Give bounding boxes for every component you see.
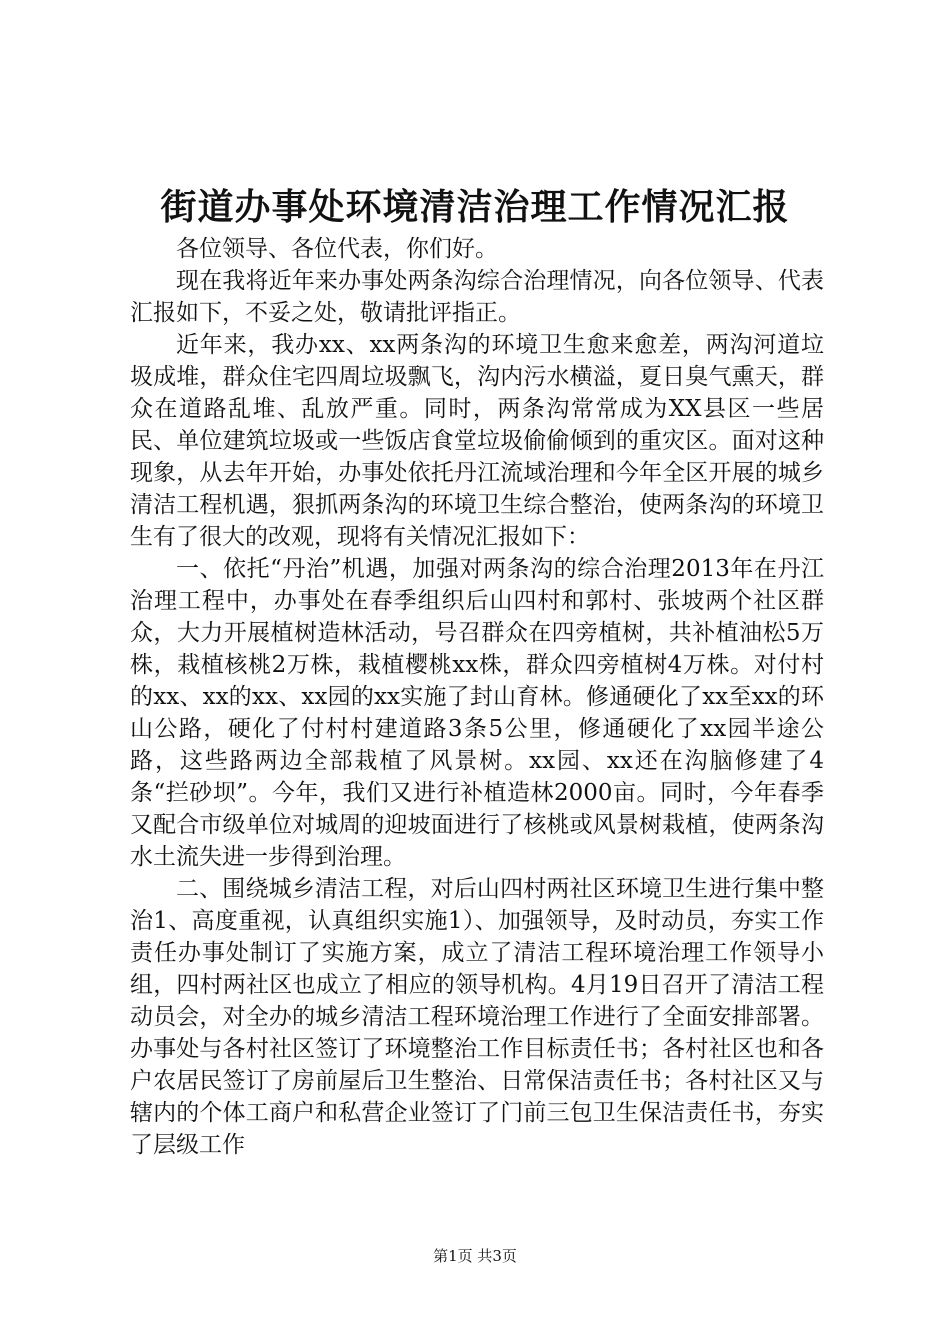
document-title: 街道办事处环境清洁治理工作情况汇报 [160,186,790,228]
paragraph-section-one: 一、依托“丹治”机遇，加强对两条沟的综合治理2013年在丹江治理工程中，办事处在春季组织后山四村和郭村、张坡两个社区群众，大力开展植树造林活动，号召群众在四旁植树，共补植油松5万株，栽植核桃2万株，栽植樱桃xx株，群众四旁植树4万株。对付村的xx、xx的xx、xx园的xx实施了封山育林。修通硬化了xx至xx的环山公路，硬化了付村村建道路3条5公里，修通硬化了xx园半途公路，这些路两边全部栽植了风景树。xx园、xx还在沟脑修建了4条“拦砂坝”。今年，我们又进行补植造林2000亩。同时，今年春季又配合市级单位对城周的迎坡面进行了核桃或风景树栽植，使两条沟水土流失进一步得到治理。 [130,556,824,870]
paragraph-intro: 现在我将近年来办事处两条沟综合治理情况，向各位领导、代表汇报如下，不妥之处，敬请批评指正。 [130,268,824,326]
document-body [130,233,824,1161]
paragraph-greeting: 各位领导、各位代表，你们好。 [176,236,498,262]
paragraph-background: 近年来，我办xx、xx两条沟的环境卫生愈来愈差，两沟河道垃圾成堆，群众住宅四周垃圾飘飞，沟内污水横溢，夏日臭气熏天，群众在道路乱堆、乱放严重。同时，两条沟常常成为XX县区一些居民、单位建筑垃圾或一些饭店食堂垃圾偷偷倾到的重灾区。面对这种现象，从去年开始，办事处依托丹江流域治理和今年全区开展的城乡清洁工程机遇，狠抓两条沟的环境卫生综合整治，使两条沟的环境卫生有了很大的改观，现将有关情况汇报如下： [130,332,824,550]
paragraph-section-two: 二、围绕城乡清洁工程，对后山四村两社区环境卫生进行集中整治1、高度重视，认真组织实施1）、加强领导，及时动员，夯实工作责任办事处制订了实施方案，成立了清洁工程环境治理工作领导小组，四村两社区也成立了相应的领导机构。4月19日召开了清洁工程动员会，对全办的城乡清洁工程环境治理工作进行了全面安排部署。办事处与各村社区签订了环境整治工作目标责任书；各村社区也和各户农居民签订了房前屋后卫生整治、日常保洁责任书；各村社区又与辖内的个体工商户和私营企业签订了门前三包卫生保洁责任书，夯实了层级工作 [130,876,824,1158]
page-footer: 第1页 共3页 [433,1247,517,1265]
